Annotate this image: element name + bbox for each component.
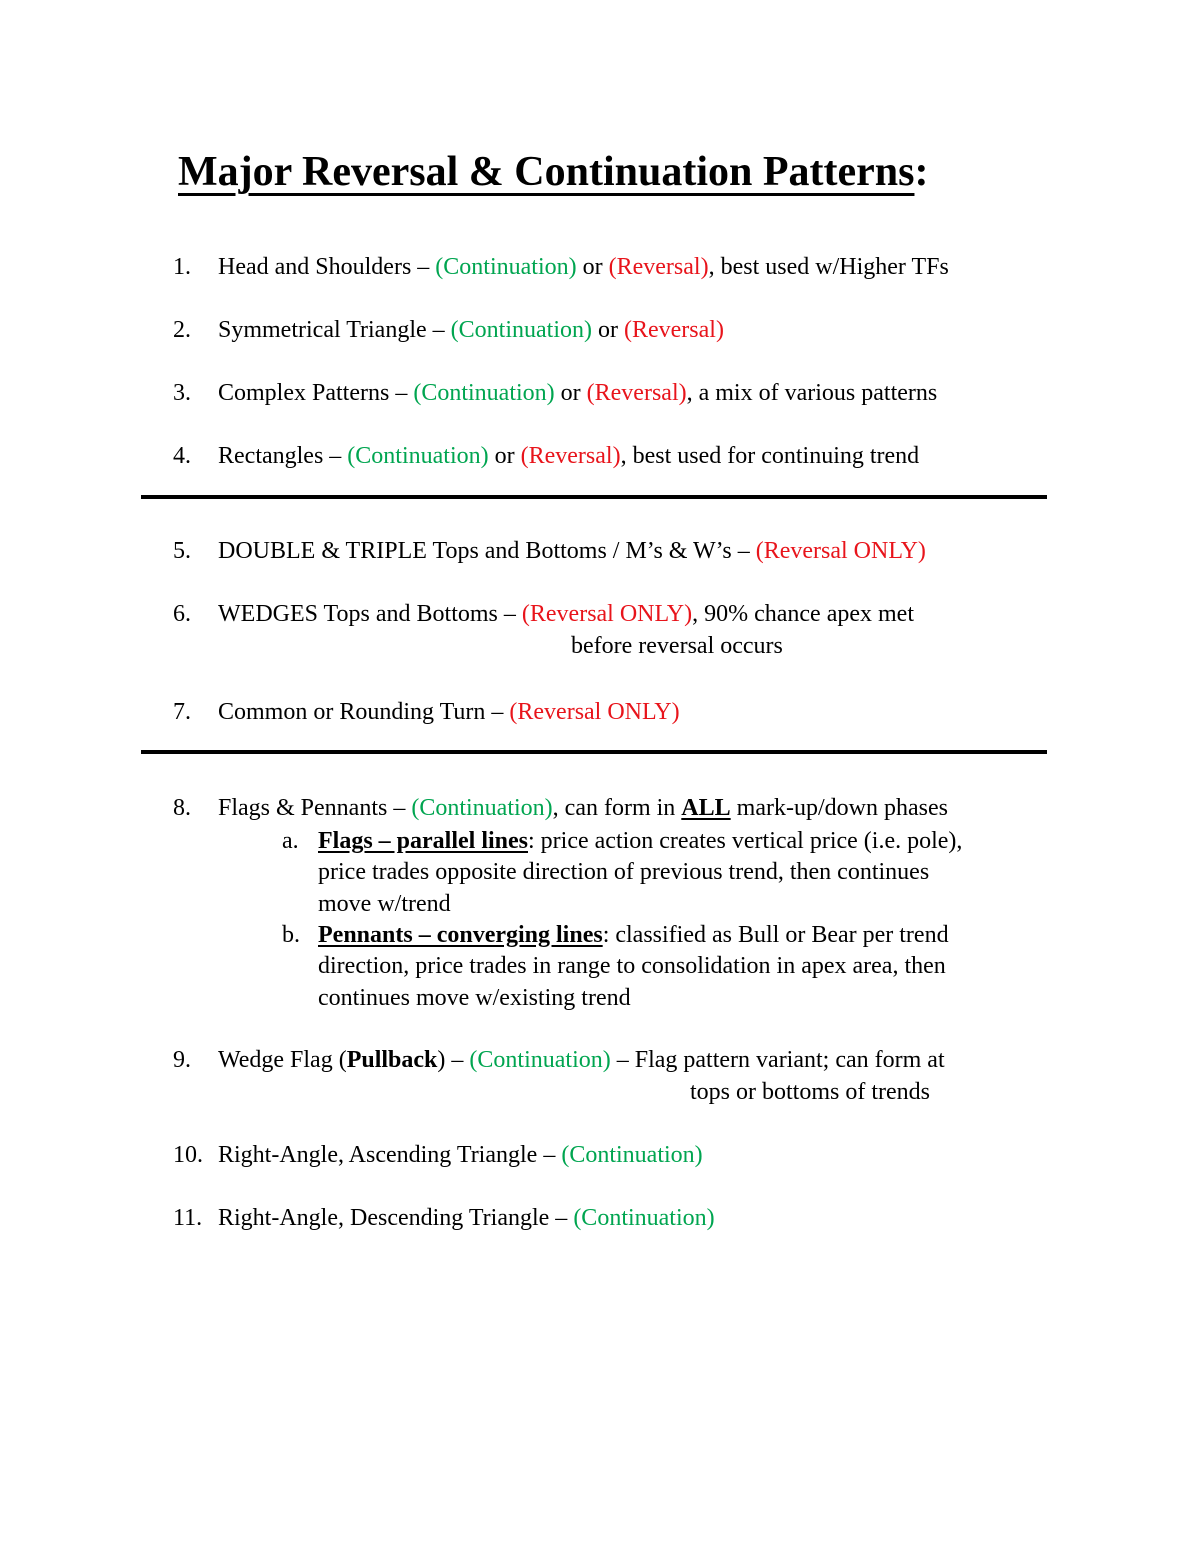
pattern-note: , best used w/Higher TFs [708,254,949,280]
item-number: 10. [173,1142,203,1168]
reversal-label: (Reversal) [623,317,724,343]
item-number: 4. [173,443,191,469]
sub-item-heading: Flags – parallel lines [318,828,528,854]
page-title [178,142,928,202]
item-number: 3. [173,380,191,406]
item-number: 11. [173,1205,203,1231]
page-title-text: Major Reversal & Continuation Patterns [178,149,915,195]
sub-item-letter: b. [282,922,300,948]
continuation-label: (Continuation) [347,443,489,469]
continuation-label: (Continuation) [561,1142,703,1168]
item-text [218,1202,715,1234]
sub-item-line-1: : classified as Bull or Bear per trend [602,922,949,948]
emphasis-all: ALL [681,795,731,821]
pattern-name: Rectangles – [218,443,348,469]
pattern-name: Flags & Pennants – [218,795,412,821]
item-number: 7. [173,699,191,725]
continuation-label: (Continuation) [413,380,555,406]
sub-item-line-2: direction, price trades in range to consolidation in apex area, then [318,953,946,979]
pattern-name: Symmetrical Triangle – [218,317,451,343]
item-text [218,251,949,283]
item-number: 5. [173,538,191,564]
item-text [218,1139,703,1171]
pattern-name-start: Wedge Flag ( [218,1047,347,1073]
item-text [218,792,948,824]
pattern-note: , can form in [552,795,682,821]
reversal-label: (Reversal) [586,380,687,406]
continuation-label: (Continuation) [435,254,577,280]
pattern-name: DOUBLE & TRIPLE Tops and Bottoms / M’s & W’s – [218,538,756,564]
or-connector: or [488,443,521,469]
item-text [218,1044,945,1076]
reversal-label: (Reversal) [608,254,709,280]
or-connector: or [554,380,587,406]
pattern-note-line-2: tops or bottoms of trends [690,1079,930,1105]
sub-item-line-3: continues move w/existing trend [318,985,631,1011]
item-text [218,314,724,346]
sub-item-line-3: move w/trend [318,891,451,917]
pattern-note: , best used for continuing trend [620,443,920,469]
continuation-label: (Continuation) [573,1205,715,1231]
pattern-name: Complex Patterns – [218,380,414,406]
pattern-note-line-2: before reversal occurs [571,633,783,659]
item-text [218,535,926,567]
sub-item-line-1: : price action creates vertical price (i.e. pole), [528,828,963,854]
pattern-name: Right-Angle, Ascending Triangle – [218,1142,562,1168]
item-number: 8. [173,795,191,821]
item-number: 9. [173,1047,191,1073]
item-text [218,696,680,728]
section-divider-1 [141,495,1047,499]
reversal-only-label: (Reversal ONLY) [755,538,926,564]
reversal-label: (Reversal) [520,443,621,469]
or-connector: or [591,317,624,343]
or-connector: or [576,254,609,280]
pattern-name: Common or Rounding Turn – [218,699,510,725]
pattern-name: WEDGES Tops and Bottoms – [218,601,522,627]
reversal-only-label: (Reversal ONLY) [509,699,680,725]
continuation-label: (Continuation) [450,317,592,343]
pattern-name-end: ) – [437,1047,470,1073]
section-divider-2 [141,750,1047,754]
pattern-note: , a mix of various patterns [686,380,938,406]
page-title-colon: : [914,149,929,195]
pattern-name: Head and Shoulders – [218,254,436,280]
continuation-label: (Continuation) [411,795,553,821]
pattern-note-end: mark-up/down phases [730,795,948,821]
continuation-label: (Continuation) [469,1047,611,1073]
item-number: 6. [173,601,191,627]
item-text [218,440,919,472]
item-number: 2. [173,317,191,343]
sub-item-text [318,825,962,857]
item-number: 1. [173,254,191,280]
sub-item-line-2: price trades opposite direction of previous trend, then continues [318,859,930,885]
reversal-only-label: (Reversal ONLY) [521,601,693,627]
emphasis-pullback: Pullback [346,1047,438,1073]
pattern-note: – Flag pattern variant; can form at [610,1047,945,1073]
sub-item-letter: a. [282,828,299,854]
sub-item-text [318,919,949,951]
sub-item-heading: Pennants – converging lines [318,922,603,948]
item-text [218,377,937,409]
pattern-note: , 90% chance apex met [692,601,914,627]
pattern-name: Right-Angle, Descending Triangle – [218,1205,574,1231]
item-text [218,598,914,630]
